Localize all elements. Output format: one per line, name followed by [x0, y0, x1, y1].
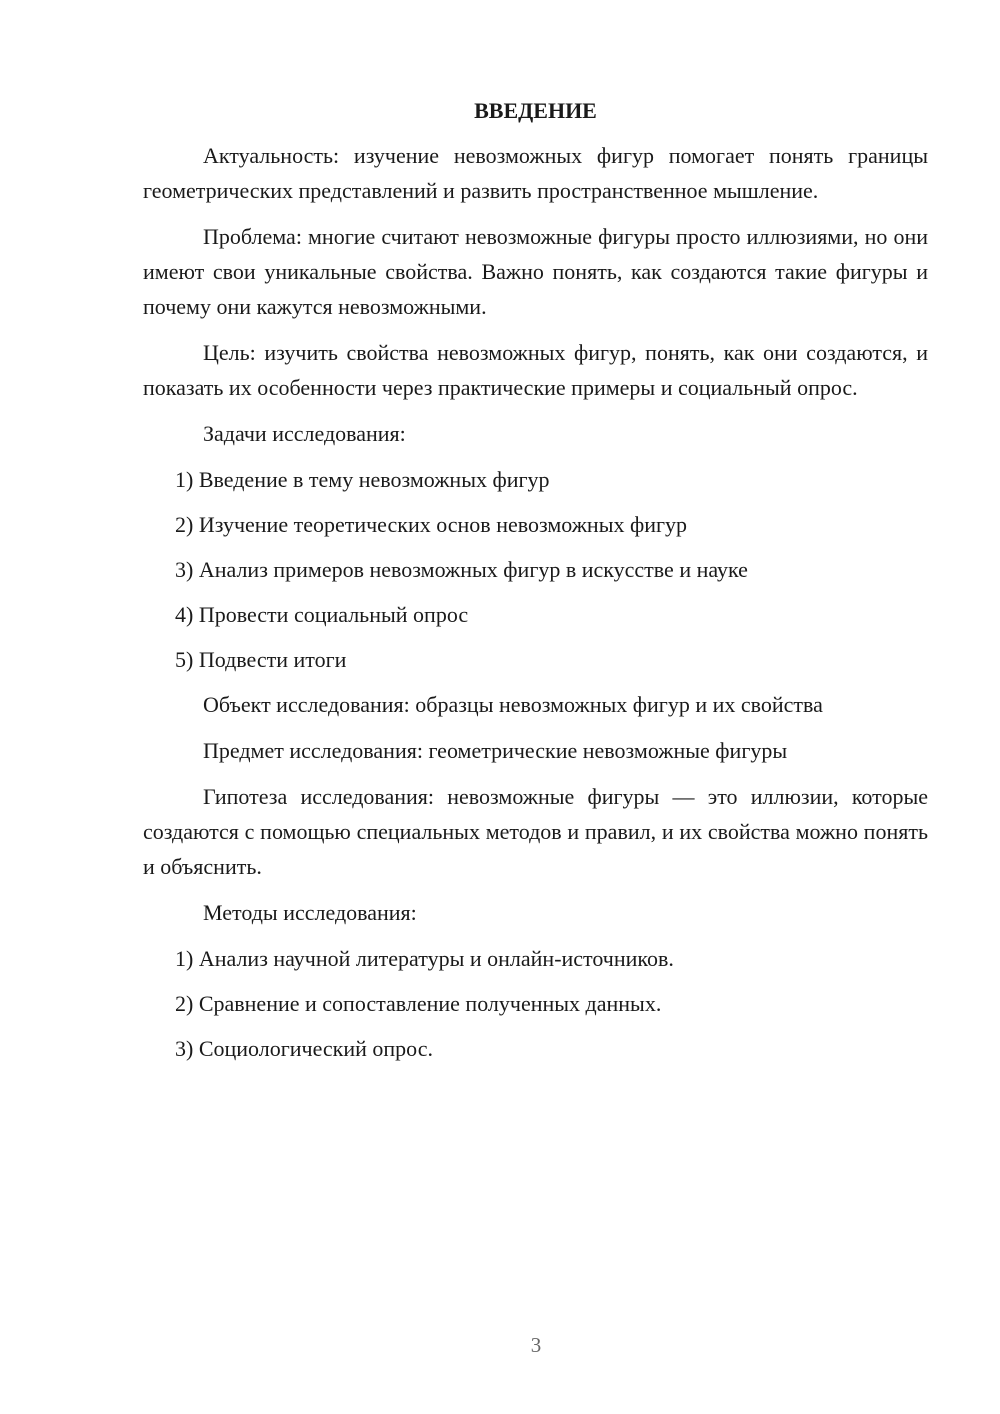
- page-number: 3: [530, 1333, 542, 1357]
- list-item: 4) Провести социальный опрос: [175, 602, 469, 627]
- tasks-heading: Задачи исследования:: [203, 421, 406, 446]
- paragraph-goal: Цель: изучить свойства невозможных фигур, понять, как они создаются, и показать их особенности через практические примеры и социальный опрос.: [143, 340, 928, 400]
- list-item: 1) Введение в тему невозможных фигур: [175, 467, 550, 492]
- paragraph-problem: Проблема: многие считают невозможные фигуры просто иллюзиями, но они имеют свои уникальные свойства. Важно понять, как создаются такие фигуры и почему они кажутся невозможными.: [143, 224, 928, 319]
- list-item: 5) Подвести итоги: [175, 647, 347, 672]
- list-item: 2) Сравнение и сопоставление полученных данных.: [175, 991, 662, 1016]
- list-item: 3) Социологический опрос.: [175, 1036, 433, 1061]
- list-item: 1) Анализ научной литературы и онлайн-источников.: [175, 946, 674, 971]
- methods-heading: Методы исследования:: [203, 900, 417, 925]
- research-subject: Предмет исследования: геометрические невозможные фигуры: [203, 738, 788, 763]
- research-hypothesis: Гипотеза исследования: невозможные фигуры — это иллюзии, которые создаются с помощью специальных методов и правил, и их свойства можно понять и объяснить.: [143, 784, 928, 879]
- page-content: [143, 96, 928, 1076]
- list-item: 3) Анализ примеров невозможных фигур в искусстве и науке: [175, 557, 748, 582]
- methods-list: [143, 941, 928, 1066]
- research-object: Объект исследования: образцы невозможных фигур и их свойства: [203, 692, 823, 717]
- tasks-list: [143, 462, 928, 677]
- paragraph-relevance: Актуальность: изучение невозможных фигур помогает понять границы геометрических представлений и развить пространственное мышление.: [143, 143, 928, 203]
- page-title: ВВЕДЕНИЕ: [474, 98, 597, 123]
- list-item: 2) Изучение теоретических основ невозможных фигур: [175, 512, 688, 537]
